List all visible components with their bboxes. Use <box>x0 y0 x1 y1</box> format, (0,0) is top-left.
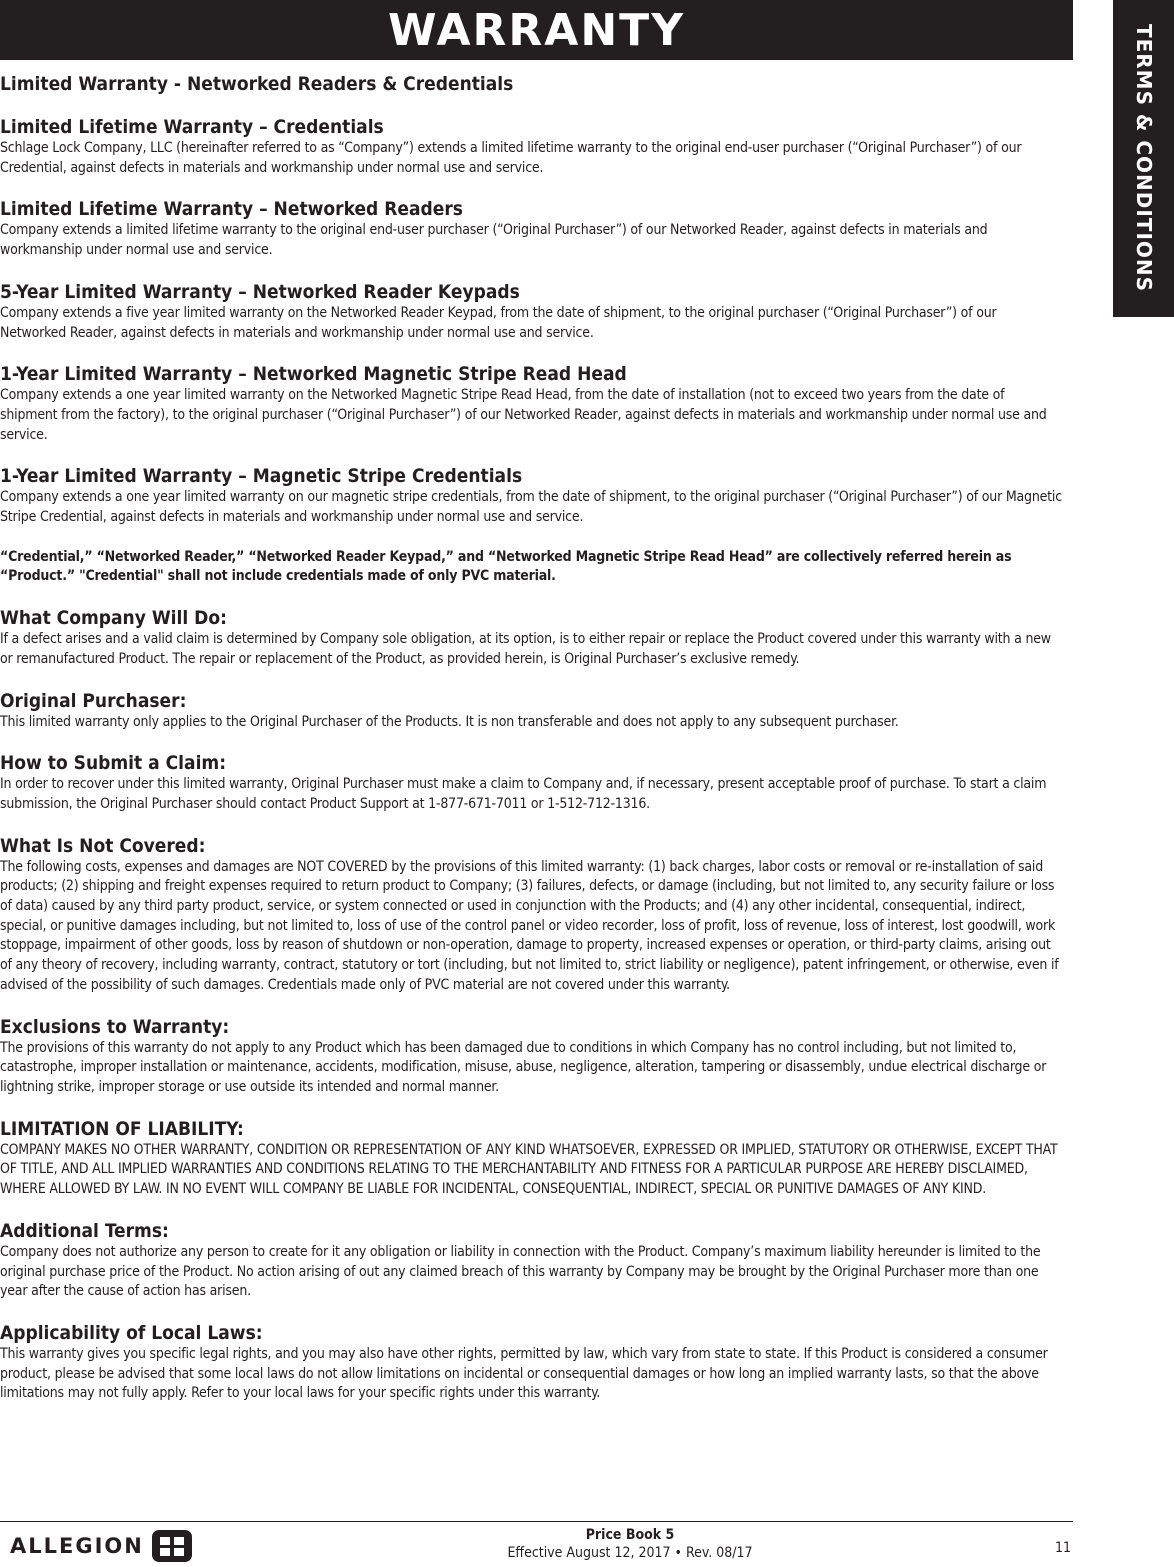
section-heading: What Company Will Do: <box>0 607 227 630</box>
section-body: This warranty gives you specific legal rights, and you may also have other rights, permitted by law, which vary from state to state. If this Product is considered a consumer product, please be advised that some local laws do not allow limitations on incidental or consequential damages or how long an implied warranty lasts, so that the above limitations may not fully apply. Refer to your local laws for your specific rights under this warranty. <box>0 1345 1048 1402</box>
section-heading: 1-Year Limited Warranty – Networked Magnetic Stripe Read Head <box>0 363 627 386</box>
section-heading: Applicability of Local Laws: <box>0 1321 263 1344</box>
document-body <box>0 72 1062 1424</box>
side-tab <box>1113 0 1174 317</box>
section-body: Company does not authorize any person to create for it any obligation or liability in connection with the Product. Company’s maximum liability hereunder is limited to the original purchase price of the Product. No action arising of out any claimed breach of this warranty by Company may be brought by the Original Purchaser more than one year after the cause of action has arisen. <box>0 1243 1041 1300</box>
terms-section <box>0 690 1062 733</box>
terms-section <box>0 752 1062 814</box>
section-body: COMPANY MAKES NO OTHER WARRANTY, CONDITION OR REPRESENTATION OF ANY KIND WHATSOEVER, EXPRESSED OR IMPLIED, STATUTORY OR OTHERWISE, EXCEPT THAT OF TITLE, AND ALL IMPLIED WARRANTIES AND CONDITIONS RELATING TO THE MERCHANTABILITY AND FITNESS FOR A PARTICULAR PURPOSE ARE HEREBY DISCLAIMED, WHERE ALLOWED BY LAW. IN NO EVENT WILL COMPANY BE LIABLE FOR INCIDENTAL, CONSEQUENTIAL, INDIRECT, SPECIAL OR PUNITIVE DAMAGES OF ANY KIND. <box>0 1141 1058 1198</box>
section-body: Company extends a one year limited warranty on our magnetic stripe credentials, from the date of shipment, to the original purchaser (“Original Purchaser”) of our Magnetic Stripe Credential, against defects in materials and workmanship under normal use and service. <box>0 489 1062 526</box>
product-definition-note: “Credential,” “Networked Reader,” “Networked Reader Keypad,” and “Networked Magnetic Stripe Read Head” are collectively referred herein as “Product.” "Credential" shall not include credentials made of only PVC material. <box>0 548 1012 585</box>
section-body: Company extends a limited lifetime warranty to the original end-user purchaser (“Original Purchaser”) of our Networked Reader, against defects in materials and workmanship under normal use and service. <box>0 222 988 259</box>
page-header <box>0 0 1073 60</box>
footer-divider <box>0 1521 1073 1522</box>
warranty-section <box>0 465 1062 527</box>
price-book-label: Price Book 5 <box>585 1527 675 1543</box>
section-heading: Limited Lifetime Warranty – Networked Readers <box>0 198 463 221</box>
section-heading: What Is Not Covered: <box>0 834 206 857</box>
page-title: WARRANTY <box>387 5 686 56</box>
section-heading: How to Submit a Claim: <box>0 752 227 775</box>
section-body: The provisions of this warranty do not apply to any Product which has been damaged due to conditions in which Company has no control including, but not limited to, catastrophe, improper installation or maintenance, accidents, modification, misuse, abuse, negligence, alteration, tampering or disassembly, undue electrical discharge or lightning strike, improper storage or use outside its intended and normal manner. <box>0 1039 1047 1095</box>
effective-date: Effective August 12, 2017 • Rev. 08/17 <box>507 1545 753 1561</box>
document-title: Limited Warranty - Networked Readers & Credentials <box>0 73 514 95</box>
terms-section <box>0 607 1062 669</box>
section-heading: LIMITATION OF LIABILITY: <box>0 1117 244 1140</box>
section-heading: Original Purchaser: <box>0 689 187 712</box>
warranty-section <box>0 363 1062 445</box>
section-heading: Additional Terms: <box>0 1219 169 1242</box>
section-body: The following costs, expenses and damages are NOT COVERED by the provisions of this limited warranty: (1) back charges, labor costs or removal or re-installation of said products; (2) shipping and freight expenses required to return product to Company; (3) failures, defects, or damage (including, but not limited to, any security failure or loss of data) caused by any third party product, service, or system connected or used in conjunction with the Products; and (4) any other incidental, consequential, indirect, special, or punitive damages including, but not limited to, loss of use of the control panel or video recorder, loss of profit, loss of revenue, loss of interest, lost goodwill, work stoppage, impairment of other goods, loss by reason of shutdown or non-operation, damage to property, increased expenses or operation, or third-party claims, arising out of any theory of recovery, including warranty, contract, statutory or tort (including, but not limited to, strict liability or negligence), patent infringement, or otherwise, even if advised of the possibility of such damages. Credentials made only of PVC material are not covered under this warranty. <box>0 858 1059 993</box>
section-heading: Exclusions to Warranty: <box>0 1015 230 1038</box>
section-body: Schlage Lock Company, LLC (hereinafter referred to as “Company”) extends a limited lifetime warranty to the original end-user purchaser (“Original Purchaser”) of our Credential, against defects in materials and workmanship under normal use and service. <box>0 140 1022 176</box>
terms-section <box>0 1118 1062 1200</box>
terms-section <box>0 1220 1062 1302</box>
terms-section <box>0 1016 1062 1098</box>
logo-wordmark: ALLEGION <box>10 1534 144 1558</box>
side-tab-label: TERMS & CONDITIONS <box>1131 23 1156 293</box>
section-body: Company extends a five year limited warranty on the Networked Reader Keypad, from the date of shipment, to the original purchaser (“Original Purchaser”) of our Networked Reader, against defects in materials and workmanship under normal use and service. <box>0 304 997 341</box>
section-body: In order to recover under this limited warranty, Original Purchaser must make a claim to Company and, if necessary, present acceptable proof of purchase. To start a claim submission, the Original Purchaser should contact Product Support at 1-877-671-7011 or 1-512-712-1316. <box>0 776 1047 812</box>
terms-section <box>0 835 1062 996</box>
terms-section <box>0 1322 1062 1404</box>
warranty-section <box>0 198 1062 260</box>
warranty-section <box>0 281 1062 343</box>
allegion-logo <box>10 1526 210 1566</box>
section-heading: Limited Lifetime Warranty – Credentials <box>0 116 384 138</box>
section-body: Company extends a one year limited warranty on the Networked Magnetic Stripe Read Head, from the date of installation (not to exceed two years from the date of shipment from the factory), to the original purchaser (“Original Purchaser”) of our Networked Reader, against defects in materials and workmanship under normal use and service. <box>0 387 1047 443</box>
warranty-section <box>0 116 1062 178</box>
footer-info <box>430 1526 830 1562</box>
section-body: This limited warranty only applies to the Original Purchaser of the Products. It is non transferable and does not apply to any subsequent purchaser. <box>0 713 899 730</box>
section-heading: 1-Year Limited Warranty – Magnetic Stripe Credentials <box>0 465 523 488</box>
section-body: If a defect arises and a valid claim is determined by Company sole obligation, at its option, is to either repair or replace the Product covered under this warranty with a new or remanufactured Product. The repair or replacement of the Product, as provided herein, is Original Purchaser’s exclusive remedy. <box>0 631 1051 667</box>
page-number: 11 <box>1055 1540 1072 1556</box>
section-heading: 5-Year Limited Warranty – Networked Reader Keypads <box>0 280 520 303</box>
allegion-mark-icon <box>150 1528 194 1564</box>
